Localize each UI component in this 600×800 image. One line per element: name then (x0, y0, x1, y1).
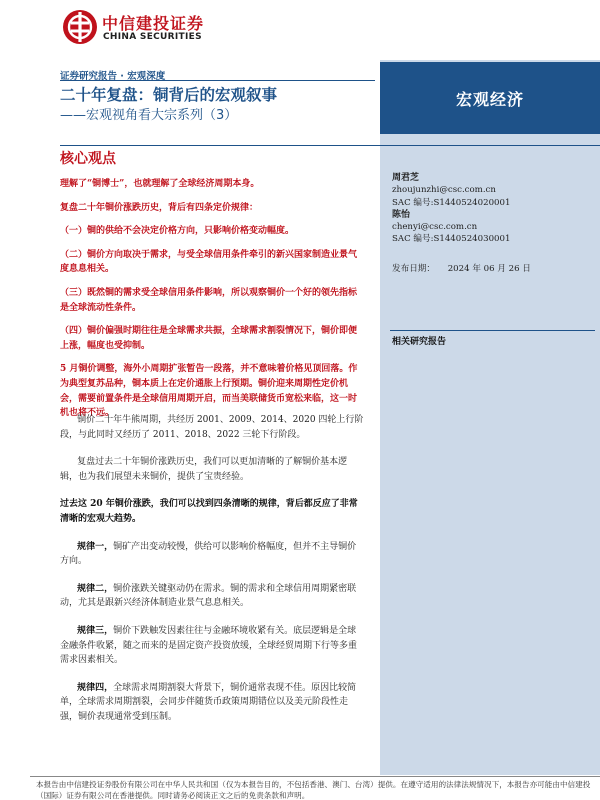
related-divider (390, 330, 595, 331)
law-lead: 规律三， (77, 625, 114, 636)
law-paragraph (60, 681, 364, 725)
title-divider (60, 80, 375, 81)
company-logo (62, 8, 212, 46)
law-lead: 规律四， (77, 682, 114, 693)
brand-name-en: CHINA SECURITIES (103, 32, 202, 42)
law-text: 铜矿产出变动较慢，供给可以影响价格幅度，但并不主导铜价方向。 (60, 541, 357, 567)
analyst-sac: SAC 编号:S1440524020001 (392, 197, 511, 208)
body-paragraph: 复盘过去二十年铜价涨跌历史，我们可以更加清晰的了解铜价基本逻辑，也为我们展望未来铜价，提供了宝贵经验。 (60, 457, 348, 482)
publish-date-label: 发布日期： (392, 264, 435, 274)
key-point-paragraph: （一）铜的供给不会决定价格方向，只影响价格变动幅度。 (60, 226, 295, 237)
analyst-info (392, 172, 592, 246)
key-point-paragraph: （三）既然铜的需求受全球信用条件影响，所以观察铜价一个好的领先指标是全球流动性条件。 (60, 287, 358, 313)
body-paragraph: 铜价二十年牛熊周期，共经历 2001、2009、2014、2020 四轮上行阶段，与此同时又经历了 2011、2018、2022 三轮下行阶段。 (60, 415, 364, 440)
key-point-paragraph: （四）铜价偏强时期往往是全球需求共振，全球需求割裂情况下，铜价即便上涨，幅度也受抑制。 (60, 326, 358, 351)
key-point-paragraph: 理解了“铜博士”，也就理解了全球经济周期本身。 (60, 179, 260, 189)
analyst-email[interactable]: zhoujunzhi@csc.com.cn (392, 185, 496, 196)
law-lead: 规律一， (77, 541, 114, 552)
publish-date (392, 262, 531, 274)
law-text: 铜价涨跌关键驱动仍在需求。铜的需求和全球信用周期紧密联动，尤其是跟新兴经济体制造业景气息息相关。 (60, 583, 357, 609)
law-paragraph (60, 582, 364, 611)
section-banner: 宏观经济 (380, 62, 600, 134)
analyst-name: 周君芝 (392, 173, 420, 183)
key-point-paragraph: 5 月铜价调整，海外小周期扩张暂告一段落，并不意味着价格见顶回落。作为典型复苏品种，铜本质上在定价通胀上行预期。铜价迎来周期性定价机会，需要前置条件是全球信用周期开启，而当美联储货币宽松来临，这一时机也将不远。 (60, 364, 358, 419)
footer-disclaimer: 本报告由中信建投证券股份有限公司在中华人民共和国（仅为本报告目的，不包括香港、澳门、台湾）提供。在遵守适用的法律法规情况下，本报告亦可能由中信建投（国际）证券有限公司在香港提供。同时请务必阅读正文之后的免责条款和声明。 (36, 780, 591, 800)
body-text (60, 413, 364, 738)
law-paragraph (60, 624, 364, 668)
law-text: 全球需求周期割裂大背景下，铜价通常表现不佳。原因比较简单，全球需求周期割裂，会同步伴随货币政策周期错位以及美元阶段性走强，铜价表现通常受到压制。 (60, 682, 357, 722)
law-paragraph (60, 540, 364, 569)
analyst-email[interactable]: chenyi@csc.com.cn (392, 222, 478, 233)
law-text: 铜价下跌触发因素往往与金融环境收紧有关。底层逻辑是全球金融条件收紧，随之而来的是固定资产投资放缓，全球经贸周期下行等多重需求因素相关。 (60, 625, 358, 666)
related-reports-heading: 相关研究报告 (392, 337, 447, 347)
footer-divider (30, 776, 600, 777)
analyst-sac: SAC 编号:S1440524030001 (392, 234, 511, 245)
laws-intro: 过去这 20 年铜价涨跌，我们可以找到四条清晰的规律，背后都反应了非常清晰的宏观大趋势。 (60, 499, 358, 524)
key-point-paragraph: 复盘二十年铜价涨跌历史，背后有四条定价规律： (60, 202, 259, 213)
publish-date-value: 2024 年 06 月 26 日 (447, 264, 531, 274)
report-subtitle: ——宏观视角看大宗系列（3） (60, 108, 238, 123)
brand-name-cn: 中信建投证券 (102, 14, 205, 33)
sidebar-panel (380, 60, 600, 775)
key-point-paragraph: （二）铜价方向取决于需求，与受全球信用条件牵引的新兴国家制造业景气度息息相关。 (60, 249, 358, 275)
key-points-red (60, 177, 364, 430)
report-title: 二十年复盘：铜背后的宏观叙事 (60, 86, 278, 104)
csc-logo-icon (62, 9, 98, 45)
law-lead: 规律二， (77, 583, 114, 594)
key-points-divider (60, 145, 600, 146)
report-type: 证券研究报告 · 宏观深度 (60, 71, 166, 82)
analyst-name: 陈怡 (392, 209, 411, 220)
key-points-heading: 核心观点 (60, 151, 116, 167)
